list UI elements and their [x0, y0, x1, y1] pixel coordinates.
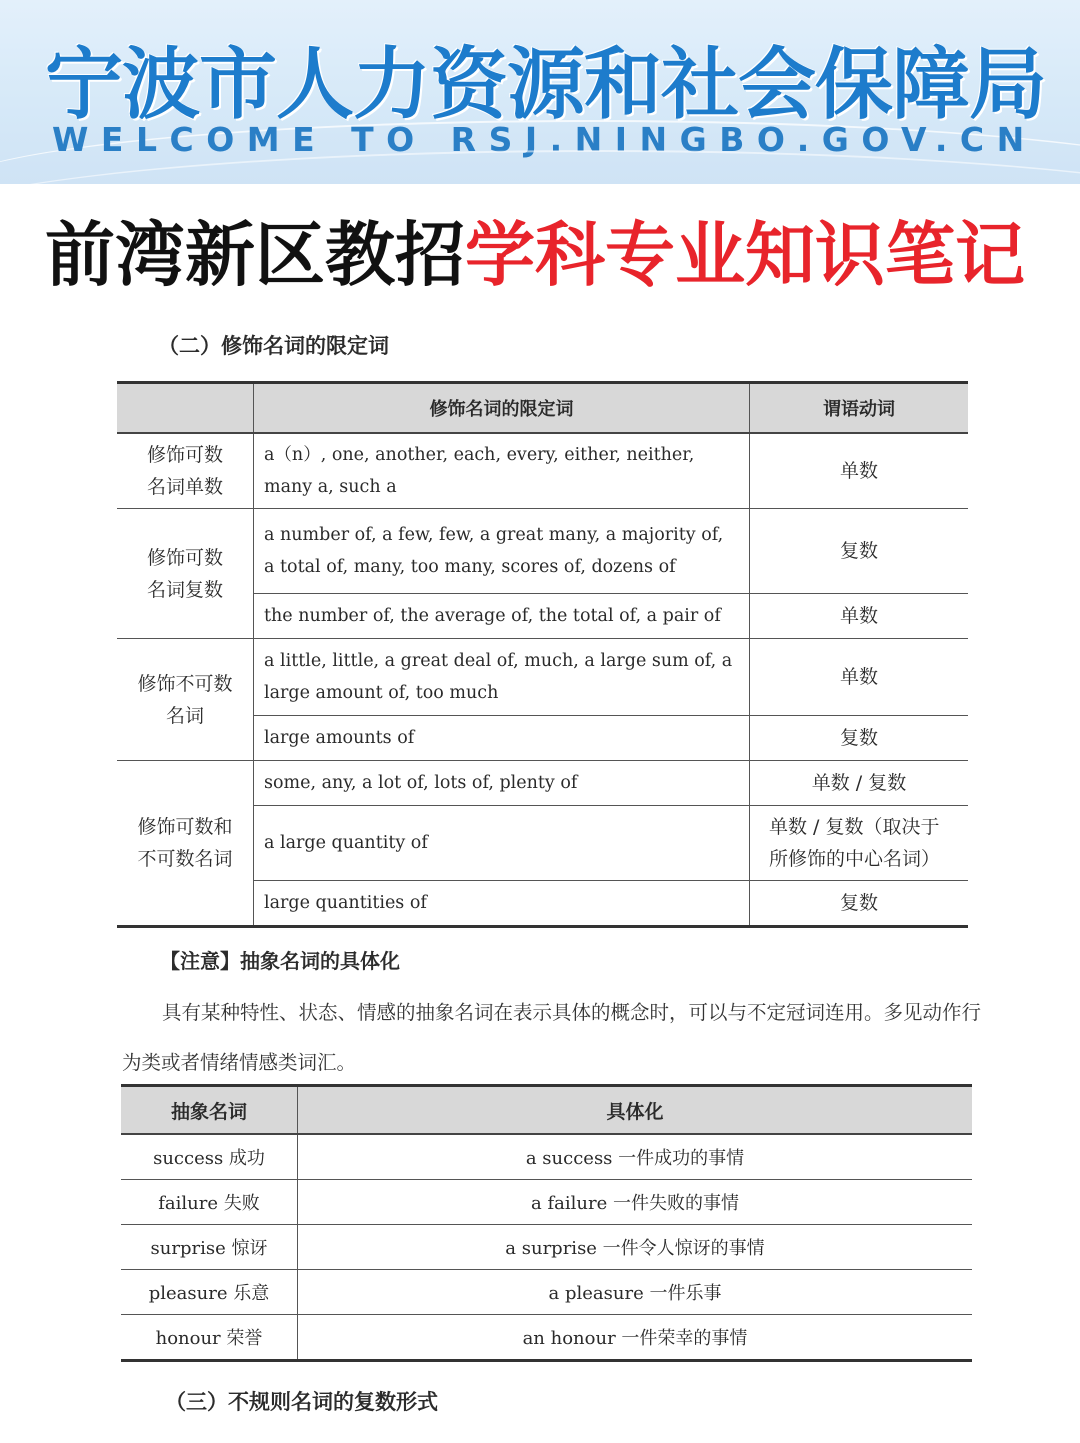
- concrete-form: an honour 一件荣幸的事情: [298, 1315, 973, 1361]
- concrete-form: a success 一件成功的事情: [298, 1134, 973, 1180]
- abstract-noun: honour 荣誉: [121, 1315, 298, 1361]
- group-label: 修饰可数名词单数: [117, 433, 254, 509]
- bureau-title: 宁波市人力资源和社会保障局: [45, 40, 1047, 130]
- table-header-abstract-noun: 抽象名词: [121, 1086, 298, 1135]
- table-row: [121, 1315, 972, 1361]
- table-row: [117, 433, 968, 509]
- verb-number: 单数: [750, 594, 969, 639]
- table-row: [117, 509, 968, 594]
- table-header-verb: 谓语动词: [750, 383, 969, 434]
- verb-number: 单数 / 复数（取决于所修饰的中心名词）: [750, 806, 969, 881]
- concrete-form: a failure 一件失败的事情: [298, 1180, 973, 1225]
- table-header-blank: [117, 383, 254, 434]
- table-row: [117, 639, 968, 716]
- abstract-noun: success 成功: [121, 1134, 298, 1180]
- post-headline: [45, 210, 1025, 300]
- determiner-words: a little, little, a great deal of, much, a large sum of, a large amount of, too much: [254, 639, 750, 716]
- abstract-noun: pleasure 乐意: [121, 1270, 298, 1315]
- group-label: 修饰可数和不可数名词: [117, 761, 254, 927]
- note-title: 【注意】抽象名词的具体化: [160, 949, 400, 973]
- verb-number: 复数: [750, 509, 969, 594]
- table-header-concrete: 具体化: [298, 1086, 973, 1135]
- determiner-words: some, any, a lot of, lots of, plenty of: [254, 761, 750, 806]
- table-row: [121, 1225, 972, 1270]
- table-row: [121, 1180, 972, 1225]
- determiner-words: a number of, a few, few, a great many, a majority of, a total of, many, too many, scores of, dozens of: [254, 509, 750, 594]
- determiner-table: [117, 381, 968, 928]
- section-title-3: （三）不规则名词的复数形式: [165, 1390, 438, 1414]
- verb-number: 单数 / 复数: [750, 761, 969, 806]
- bureau-website: WELCOME TO RSJ.NINGBO.GOV.CN: [52, 120, 1037, 159]
- concrete-form: a surprise 一件令人惊讶的事情: [298, 1225, 973, 1270]
- verb-number: 单数: [750, 639, 969, 716]
- verb-number: 复数: [750, 716, 969, 761]
- verb-number: 单数: [750, 433, 969, 509]
- abstract-noun: surprise 惊讶: [121, 1225, 298, 1270]
- table-header-row: [117, 383, 968, 434]
- table-header-row: [121, 1086, 972, 1135]
- abstract-noun-table: [121, 1084, 972, 1362]
- group-label: 修饰不可数名词: [117, 639, 254, 761]
- determiner-words: a large quantity of: [254, 806, 750, 881]
- table-header-determiner: 修饰名词的限定词: [254, 383, 750, 434]
- table-row: [117, 761, 968, 806]
- concrete-form: a pleasure 一件乐事: [298, 1270, 973, 1315]
- determiner-words: the number of, the average of, the total of, a pair of: [254, 594, 750, 639]
- table-row: [121, 1270, 972, 1315]
- header-banner: [0, 0, 1080, 184]
- note-text: 具有某种特性、状态、情感的抽象名词在表示具体的概念时，可以与不定冠词连用。多见动作行为类或者情绪情感类词汇。: [122, 1001, 982, 1074]
- table-row: [121, 1134, 972, 1180]
- section-title-2: （二）修饰名词的限定词: [158, 334, 389, 358]
- determiner-words: large amounts of: [254, 716, 750, 761]
- headline-part-1: 前湾新区教招: [45, 214, 465, 296]
- determiner-words: a（n）, one, another, each, every, either, neither, many a, such a: [254, 433, 750, 509]
- verb-number: 复数: [750, 881, 969, 927]
- group-label: 修饰可数名词复数: [117, 509, 254, 639]
- headline-part-2: 学科专业知识笔记: [465, 214, 1025, 296]
- determiner-words: large quantities of: [254, 881, 750, 927]
- abstract-noun: failure 失败: [121, 1180, 298, 1225]
